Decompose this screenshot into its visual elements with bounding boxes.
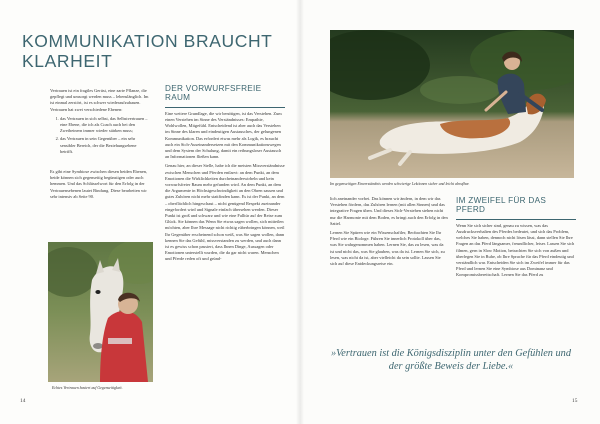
right-photo-caption: Im gegenseitigen Einverständnis werden schwierige Lektionen sicher und leicht abrufbar. xyxy=(330,182,470,186)
continuation-paragraph: lich aneinander vorbei. Das können wir ändern, in dem wir das Verstehen fördern, das Zuhören lernen (mit allen Sinnen) und das integrative Fragen üben. Und dieses Sich-Verstehen stehen nicht nur die Harmonie mit dem Boden, es bringt auch den Erfolg in den Sattel. xyxy=(330,196,448,226)
misunderstanding-paragraph: Genau hier, an dieser Stelle, habe ich die meisten Missverständnisse zwischen Menschen und Pferden entlarvt: an dem Punkt, an dem Emotionen die Wirklichkeiten durcheinanderwirbeln und kein vorwurfsfreier Raum mehr gefunden wird. An dem Punkt, an dem die Argumente in Höchstgeschwindigkeit an den Ohren sausen und gutes Zuhören nicht mehr stattfinden kann. Es ist der Punkt, an dem – oberflächlich hingeschaut – nicht genügend Respekt zueinander eingefordert wird und Signale einfach übersehen werden. Dieser Punkt ist groß und schwarz und wie eine Falltür auf der Reise zum Glück. Sie können das Wenn Sie etwas sagen wollen, sich mitteilen möchten, aber Ihre Message nicht richtig rüberbringen können, weil Ihr Gegenüber erscheinend schon weiß, was Sie sagen wollen, dann kennen Sie das Gefühl, missverstanden zu werden, und auch dann ist es gewiss schon passiert, dass Ihnen Dinge, Aussagen oder Emotionen unterstellt wurden, die da gar nicht waren. Menschen und Pferde reden oft und gründ- xyxy=(165,163,285,262)
page-number-left: 14 xyxy=(20,398,26,404)
gutter-shadow xyxy=(296,0,304,424)
levels-list xyxy=(50,116,150,155)
list-item: 1. das Vertrauen in sich selbst, das Selbstvertrauen – eine Ebene, die ich als Coach auch bei den Zweibeinern immer wieder stärken muss; xyxy=(60,116,150,135)
section-heading: DER VORWURFSFREIE RAUM xyxy=(165,84,262,103)
list-item: 2. das Vertrauen in sein Gegenüber – ein sehr sensibler Bereich, der die Beziehungsebene betrifft. xyxy=(60,136,150,155)
understanding-paragraph: Eine weitere Grundlage, die wir benötigen, ist das Verstehen. Zum einen Verstehen im Sinne des Verständnisses: Empathie, Wohlwollen, Mitgefühl. Entscheidend ist aber auch das Verstehen im Sinne des klaren und eindeutigen Austausches, der gelungenen Kommunikation. Das erfordert etwas mehr als Logik, es braucht auch ein Sich-Auseinandersetzen mit den Kommunikationswegen und dem System der Schulung, damit ein reibungsloser Austausch an Informationen fließen kann. xyxy=(165,110,282,160)
observe-paragraph: Lernen Sie Spüren wie ein Wissenschaftler, Beobachten Sie Ihr Pferd wie ein Biologe. Führen Sie innerlich Protokoll über das, was Sie wahrgenommen haben. Lernen Sie, das zu lesen, was da ist und nicht das, was Sie glauben, was da ist. Lernen Sie sich, zu lesen, was nicht da ist, aber vielleicht da sein sollte. Lassen Sie sich auf diese Entdeckungsreise ein. xyxy=(330,230,445,267)
doubt-paragraph: Wenn Sie sich sicher sind, genau zu wissen, was das Ausdrucksverhalten des Pferdes bedeutet, und sich das Problem, welches Sie haben, dennoch nicht lösen lässt, dann stellen Sie Ihre Fragen an das Pferd längsamer, freundlicher, leiser. Lassen Sie sich filmen, gern in Slow Motion, betrachten Sie sich von außen und überlegen Sie in Ruhe, ob Ihre Sprache für das Pferd eindeutig und verständlich war. Entscheiden Sie sich im Zweifel immer für das Pferd und lernen Sie eine Symbiose aus Dominanz und Kompromissbereitschaft. Lernen Sie das Pferd zu xyxy=(456,222,575,278)
left-column-2 xyxy=(165,84,285,266)
photo-woman-white-horse xyxy=(48,242,153,382)
section-heading: IM ZWEIFEL FÜR DAS PFERD xyxy=(456,196,547,215)
pull-quote: »Vertrauen ist die Königsdisziplin unter den Gefühlen und der größte Beweis der Liebe.« xyxy=(331,348,571,372)
photo-woman-lying-horse xyxy=(330,30,574,178)
lying-horse-illustration xyxy=(330,30,574,178)
right-column-1 xyxy=(330,196,448,270)
right-column-2 xyxy=(456,196,576,282)
left-photo-caption: Echtes Vertrauen basiert auf Gegenseitigkeit. xyxy=(52,386,123,390)
page-title: KOMMUNIKATION BRAUCHT KLARHEIT xyxy=(22,31,273,71)
intro-paragraph: Vertrauen ist ein fragiles Gerüst, eine zarte Pflanze, die gepflegt und umsorgt werden muss – lebenslänglich. Im ist einmal zerstört, ist es schwer wiederaufzubauen. Vertrauen hat zwei verschiedene Ebenen: xyxy=(50,88,149,112)
symbiosis-paragraph: Es gibt eine Symbiose zwischen diesen beiden Ebenen, beide können sich gegenseitig begünstigen oder auch hemmen. Und das Schlüsselwort für den Erfolg in der Vertrauensebenen lautet Bindung. Diese bearbeiten wir sehr intensiv ab Seite 90. xyxy=(50,169,148,199)
heading-rule xyxy=(165,107,285,108)
page-number-right: 15 xyxy=(572,398,578,404)
heading-rule xyxy=(456,219,576,220)
horse-photo-illustration xyxy=(48,242,153,382)
left-column-1 xyxy=(50,88,150,203)
